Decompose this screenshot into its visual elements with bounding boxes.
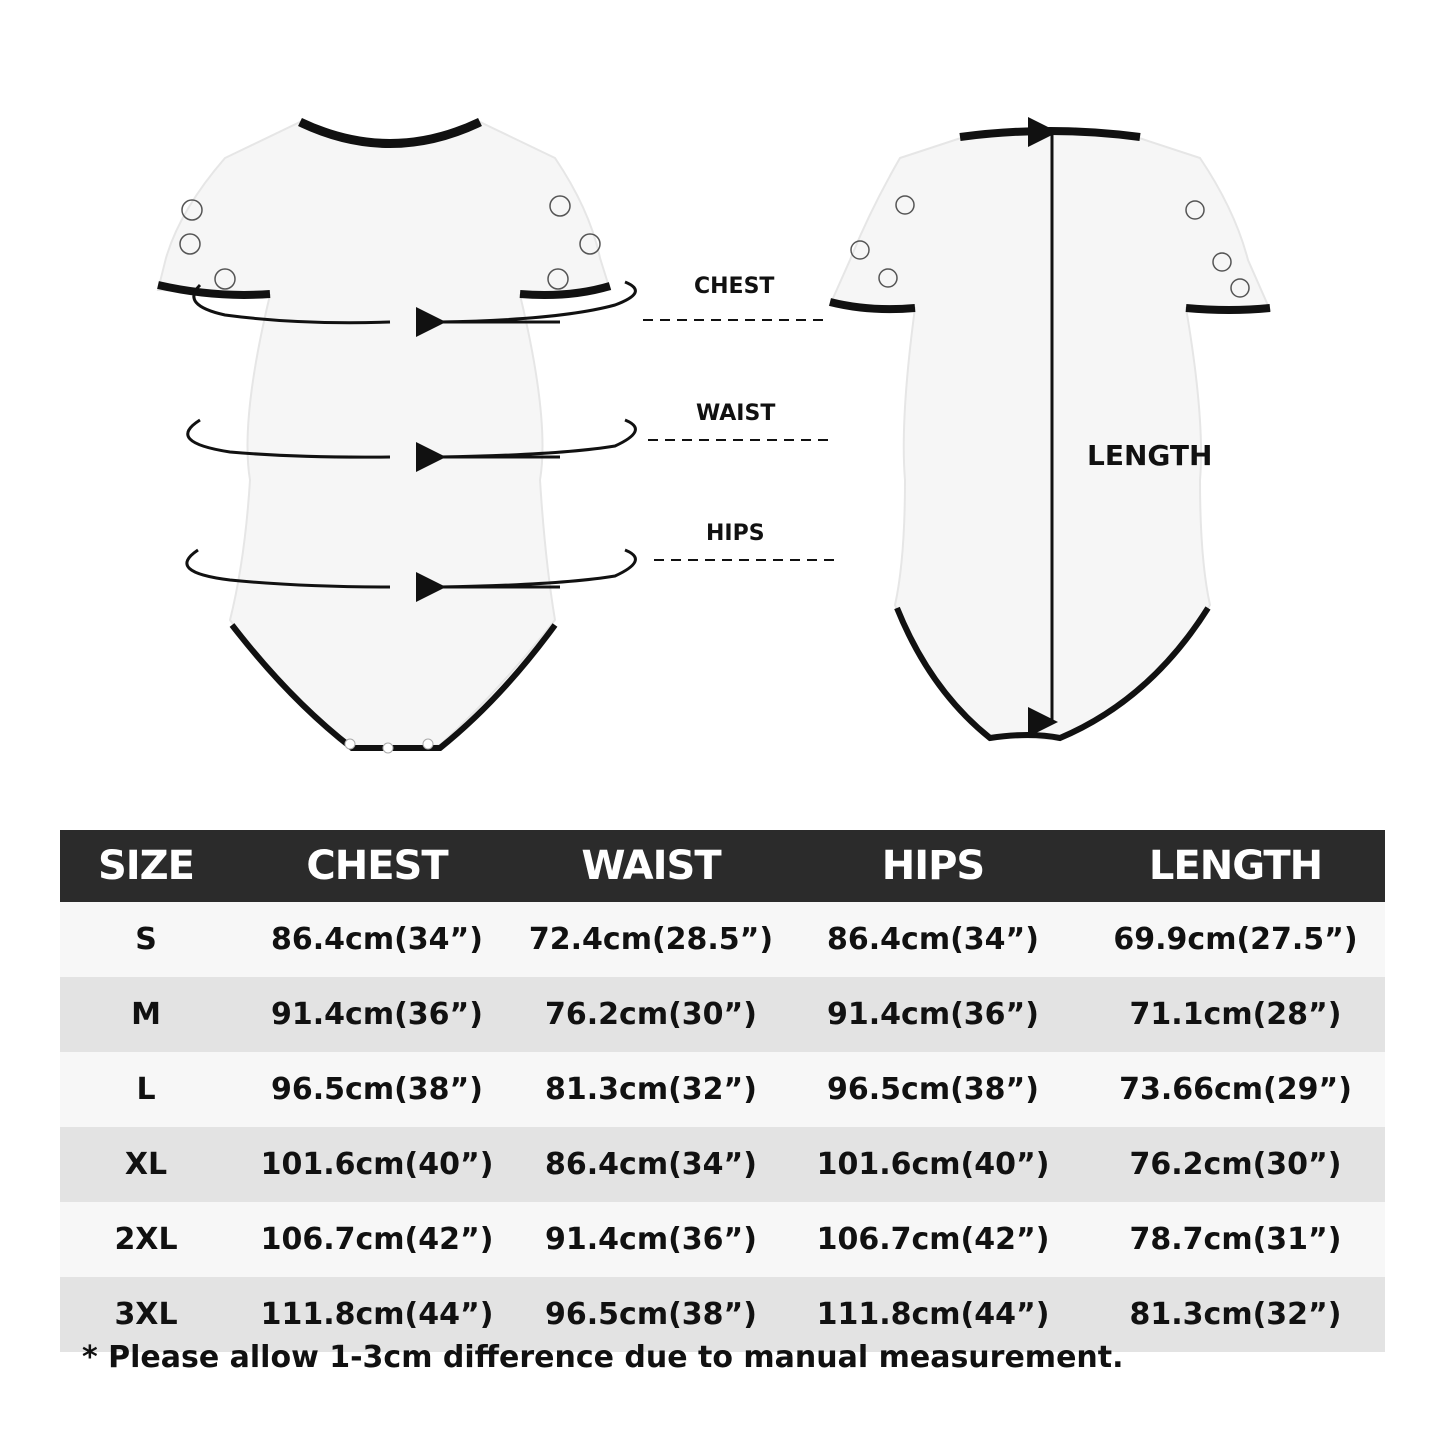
measurement-footnote: * Please allow 1-3cm difference due to manual measurement. (82, 1340, 1124, 1375)
table-row (60, 1202, 1385, 1277)
table-row (60, 902, 1385, 977)
hips-cell: 96.5cm(38”) (780, 1052, 1086, 1127)
length-cell: 76.2cm(30”) (1086, 1127, 1385, 1202)
table-row (60, 1127, 1385, 1202)
size-cell: XL (60, 1127, 232, 1202)
hips-label: HIPS (706, 521, 765, 546)
size-cell: L (60, 1052, 232, 1127)
front-bodysuit (158, 122, 635, 753)
hips-cell: 111.8cm(44”) (780, 1277, 1086, 1352)
column-header-size: SIZE (60, 830, 232, 902)
waist-cell: 91.4cm(36”) (522, 1202, 780, 1277)
length-cell: 81.3cm(32”) (1086, 1277, 1385, 1352)
waist-cell: 86.4cm(34”) (522, 1127, 780, 1202)
size-cell: M (60, 977, 232, 1052)
waist-cell: 72.4cm(28.5”) (522, 902, 780, 977)
table-header-row (60, 830, 1385, 902)
size-chart-table (60, 830, 1385, 1352)
chest-cell: 111.8cm(44”) (232, 1277, 522, 1352)
chest-cell: 106.7cm(42”) (232, 1202, 522, 1277)
length-cell: 73.66cm(29”) (1086, 1052, 1385, 1127)
chest-cell: 96.5cm(38”) (232, 1052, 522, 1127)
size-cell: 3XL (60, 1277, 232, 1352)
length-cell: 78.7cm(31”) (1086, 1202, 1385, 1277)
back-right-cuff (1186, 308, 1270, 310)
table-row (60, 1052, 1385, 1127)
front-body-shape (158, 122, 610, 750)
chest-label: CHEST (694, 274, 775, 299)
length-label: LENGTH (1087, 439, 1213, 472)
size-cell: S (60, 902, 232, 977)
snap-button (345, 739, 355, 749)
column-header-hips: HIPS (780, 830, 1086, 902)
waist-cell: 96.5cm(38”) (522, 1277, 780, 1352)
chest-cell: 101.6cm(40”) (232, 1127, 522, 1202)
snap-button (383, 743, 393, 753)
hips-cell: 101.6cm(40”) (780, 1127, 1086, 1202)
column-header-chest: CHEST (232, 830, 522, 902)
table-row (60, 977, 1385, 1052)
back-body-shape (830, 132, 1270, 741)
hips-cell: 106.7cm(42”) (780, 1202, 1086, 1277)
hips-cell: 86.4cm(34”) (780, 902, 1086, 977)
size-cell: 2XL (60, 1202, 232, 1277)
length-cell: 69.9cm(27.5”) (1086, 902, 1385, 977)
snap-button (423, 739, 433, 749)
column-header-waist: WAIST (522, 830, 780, 902)
waist-label: WAIST (696, 401, 776, 426)
chest-cell: 86.4cm(34”) (232, 902, 522, 977)
length-cell: 71.1cm(28”) (1086, 977, 1385, 1052)
waist-cell: 81.3cm(32”) (522, 1052, 780, 1127)
chest-cell: 91.4cm(36”) (232, 977, 522, 1052)
hips-cell: 91.4cm(36”) (780, 977, 1086, 1052)
waist-cell: 76.2cm(30”) (522, 977, 780, 1052)
column-header-length: LENGTH (1086, 830, 1385, 902)
back-bodysuit (830, 131, 1270, 740)
